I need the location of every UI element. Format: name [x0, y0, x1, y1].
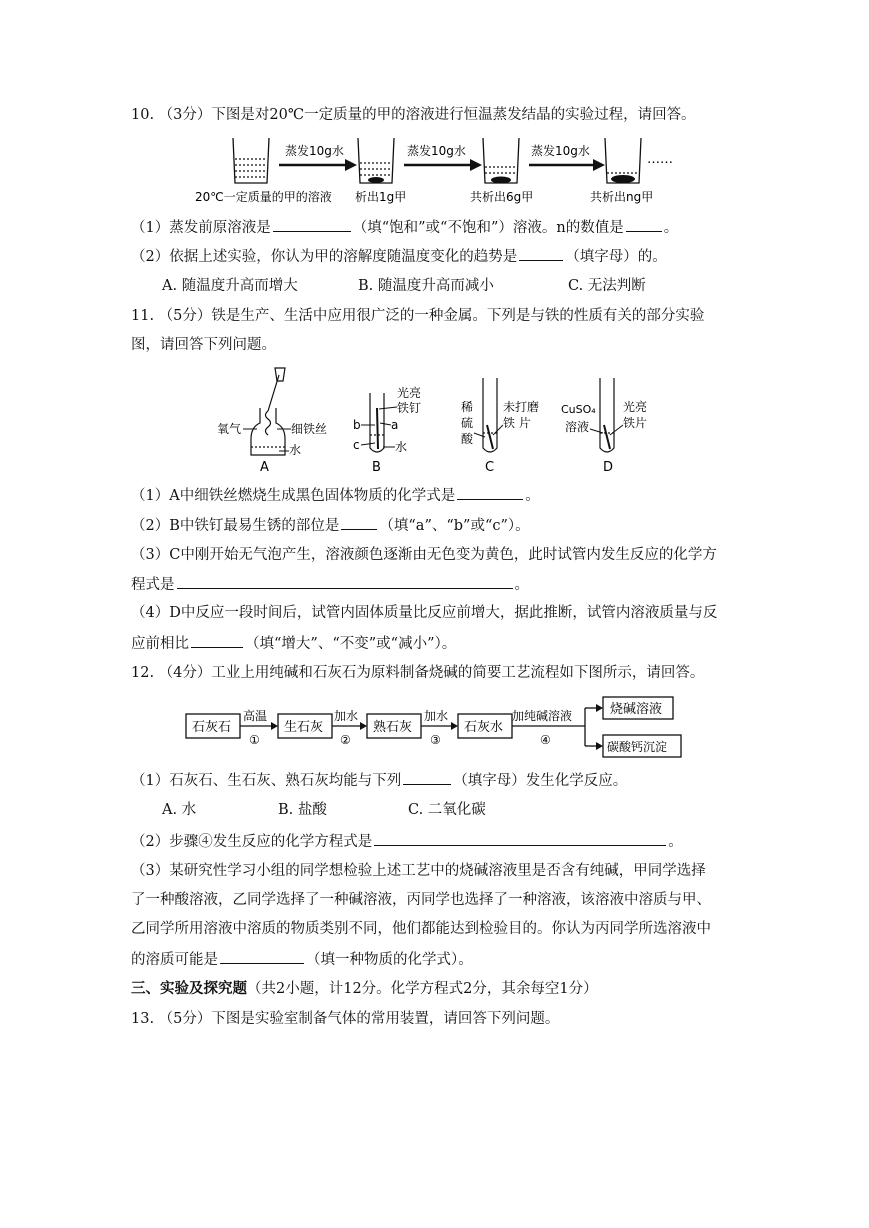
q10-stem: 10. （3分）下图是对20℃一定质量的甲的溶液进行恒温蒸发结晶的实验过程，请回答。 [131, 107, 696, 123]
q12-option-c: C. 二氧化碳 [408, 802, 486, 818]
q12-sub2: （2）步骤④发生反应的化学方程式是 。 [131, 831, 683, 852]
caption-1: 20℃一定质量的甲的溶液 [195, 190, 332, 204]
svg-text:未打磨: 未打磨 [503, 400, 540, 414]
svg-text:B: B [372, 460, 381, 475]
svg-text:铁钉: 铁钉 [397, 401, 422, 415]
q13-stem: 13. （5分）下图是实验室制备气体的常用装置，请回答下列问题。 [131, 1011, 560, 1027]
beaker-3 [483, 138, 519, 183]
apparatus-d [600, 378, 614, 452]
q11-sub3-line1: （3）C中刚开始无气泡产生，溶液颜色逐渐由无色变为黄色，此时试管内发生反应的化学方 [131, 547, 717, 563]
q12-option-a: A. 水 [162, 802, 197, 818]
svg-text:c: c [353, 438, 360, 452]
svg-text:水: 水 [395, 440, 408, 454]
apparatus-a [251, 368, 285, 455]
q11-sub2: （2）B中铁钉最易生锈的部位是 （填“a”、“b”或“c”）。 [131, 515, 530, 536]
answer-blank[interactable] [626, 217, 662, 232]
svg-text:加纯碱溶液: 加纯碱溶液 [512, 709, 573, 723]
svg-text:A: A [260, 460, 269, 475]
svg-text:稀: 稀 [461, 400, 474, 414]
q10-sub1: （1）蒸发前原溶液是 （填“饱和”或“不饱和”）溶液。n的数值是 。 [131, 217, 678, 238]
answer-blank[interactable] [374, 831, 666, 846]
answer-blank[interactable] [191, 633, 243, 648]
caption-4: 共析出ng甲 [590, 190, 654, 204]
q12-sub3-line4: 的溶质可能是 （填一种物质的化学式）。 [131, 949, 473, 970]
step-label-3: 蒸发10g水 [531, 144, 590, 158]
q11-sub3-line2: 程式是 。 [131, 574, 529, 595]
answer-blank[interactable] [220, 949, 304, 964]
svg-text:酸: 酸 [461, 432, 474, 446]
answer-blank[interactable] [341, 515, 377, 530]
answer-blank[interactable] [403, 770, 451, 785]
svg-text:光亮: 光亮 [397, 386, 422, 400]
q12-sub3-line3: 乙同学所用溶液中溶质的物质类别不同，他们都能达到检验目的。你认为丙同学所选溶液中 [131, 921, 711, 937]
q11-sub1: （1）A中细铁丝燃烧生成黑色固体物质的化学式是 。 [131, 485, 540, 506]
beaker-2 [358, 138, 394, 183]
svg-text:加水: 加水 [424, 709, 449, 723]
svg-text:CuSO₄: CuSO₄ [561, 403, 596, 416]
step-label-1: 蒸发10g水 [285, 144, 344, 158]
svg-text:高温: 高温 [243, 709, 268, 723]
svg-text:石灰水: 石灰水 [464, 720, 504, 735]
q11-stem-line2: 图，请回答下列问题。 [131, 337, 276, 353]
q10-option-c: C. 无法判断 [568, 278, 646, 294]
svg-text:熟石灰: 熟石灰 [373, 720, 413, 735]
svg-text:铁 片: 铁 片 [503, 416, 531, 430]
svg-text:细铁丝: 细铁丝 [291, 422, 328, 436]
answer-blank[interactable] [457, 485, 523, 500]
svg-text:石灰石: 石灰石 [192, 720, 232, 735]
q10-option-b: B. 随温度升高而减小 [358, 278, 494, 294]
q12-option-b: B. 盐酸 [278, 802, 327, 818]
beaker-1 [233, 138, 269, 183]
q11-sub4-line2: 应前相比 （填“增大”、“不变”或“减小”）。 [131, 633, 456, 654]
q12-sub1: （1）石灰石、生石灰、熟石灰均能与下列 （填字母）发生化学反应。 [131, 770, 627, 791]
q11-stem-line1: 11. （5分）铁是生产、生活中应用很广泛的一种金属。下列是与铁的性质有关的部分实验 [131, 308, 705, 324]
q12-stem: 12. （4分）工业上用纯碱和石灰石为原料制备烧碱的简要工艺流程如下图所示，请回答。 [131, 665, 705, 681]
q12-sub3-line1: （3）某研究性学习小组的同学想检验上述工艺中的烧碱溶液里是否含有纯碱，甲同学选择 [131, 863, 706, 879]
svg-text:硫: 硫 [461, 416, 474, 430]
svg-text:C: C [485, 460, 495, 475]
svg-text:溶液: 溶液 [565, 420, 590, 434]
svg-text:碳酸钙沉淀: 碳酸钙沉淀 [607, 740, 668, 754]
dots: …… [647, 152, 673, 167]
svg-text:加水: 加水 [334, 709, 359, 723]
q10-evaporation-figure [195, 133, 685, 208]
svg-text:氧气: 氧气 [217, 422, 242, 436]
svg-text:a: a [391, 418, 399, 432]
caption-3: 共析出6g甲 [470, 190, 534, 204]
q10-option-a: A. 随温度升高而增大 [162, 278, 298, 294]
svg-text:烧碱溶液: 烧碱溶液 [610, 702, 663, 717]
q11-iron-figure [215, 363, 665, 478]
svg-text:③: ③ [430, 733, 441, 747]
caption-2: 析出1g甲 [355, 190, 407, 204]
svg-text:水: 水 [289, 443, 302, 457]
answer-blank[interactable] [273, 217, 351, 232]
svg-text:④: ④ [540, 733, 551, 747]
q10-sub2: （2）依据上述实验，你认为甲的溶解度随温度变化的趋势是 （填字母）的。 [131, 246, 667, 267]
svg-text:生石灰: 生石灰 [284, 720, 324, 735]
q12-flow-diagram [185, 693, 685, 763]
svg-text:b: b [353, 418, 361, 432]
answer-blank[interactable] [519, 246, 563, 261]
svg-text:②: ② [340, 733, 351, 747]
svg-text:①: ① [249, 733, 260, 747]
q11-sub4-line1: （4）D中反应一段时间后，试管内固体质量比反应前增大，据此推断，试管内溶液质量与反 [131, 605, 718, 621]
svg-text:D: D [603, 460, 614, 475]
section3-heading: 三、实验及探究题（共2小题，计12分。化学方程式2分，其余每空1分） [131, 980, 598, 997]
apparatus-c [483, 378, 497, 452]
svg-text:铁片: 铁片 [623, 416, 648, 430]
q12-sub3-line2: 了一种酸溶液，乙同学选择了一种碱溶液，丙同学也选择了一种溶液，该溶液中溶质与甲、 [131, 892, 711, 908]
answer-blank[interactable] [177, 574, 513, 589]
step-label-2: 蒸发10g水 [407, 144, 466, 158]
svg-text:光亮: 光亮 [623, 400, 648, 414]
